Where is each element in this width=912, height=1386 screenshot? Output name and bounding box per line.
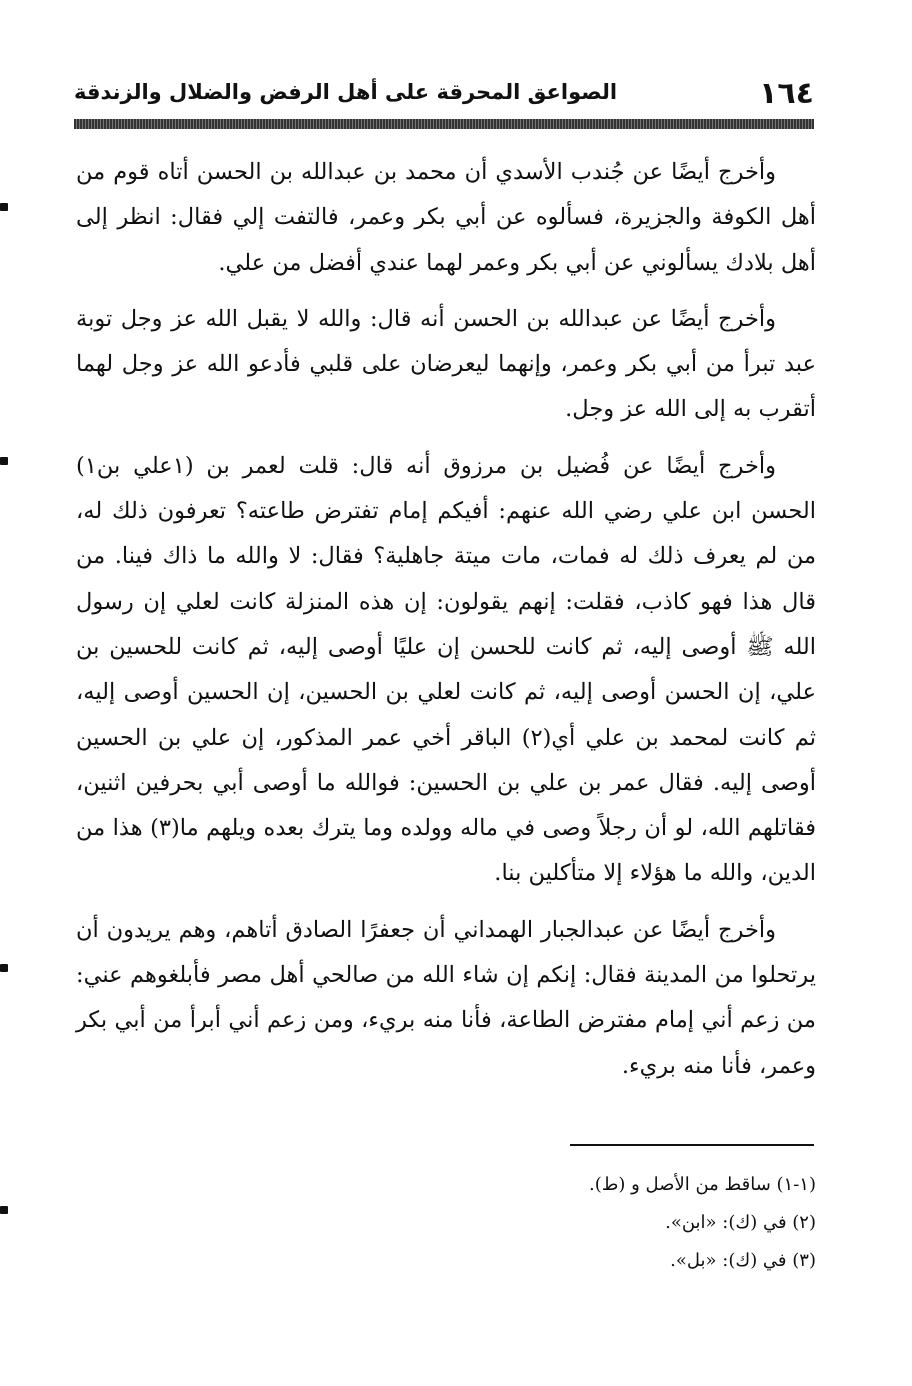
main-text: [76, 150, 816, 1100]
scan-margin-mark: [0, 964, 8, 972]
paragraph-2: وأخرج أيضًا عن عبدالله بن الحسن أنه قال: والله لا يقبل الله عز وجل توبة عبد تبرأ من أبي بكر وعمر، وإنهما ليعرضان على قلبي فأدعو الله عز وجل لهما أتقرب به إلى الله عز وجل.: [76, 305, 816, 423]
header-rule: [74, 119, 814, 129]
footnote-1: (١-١) ساقط من الأصل و (ط).: [589, 1174, 816, 1195]
paragraph-1: وأخرج أيضًا عن جُندب الأسدي أن محمد بن عبدالله بن الحسن أتاه قوم من أهل الكوفة والجزيرة، فسألوه عن أبي بكر وعمر، فالتفت إلي فقال: انظر إلى أهل بلادك يسألوني عن أبي بكر وعمر لهما عندي أفضل من علي.: [76, 159, 816, 276]
scan-margin-mark: [0, 457, 8, 465]
scan-margin-mark: [0, 1206, 8, 1214]
paragraph-3: وأخرج أيضًا عن فُضيل بن مرزوق أنه قال: قلت لعمر بن (١علي بن١) الحسن ابن علي رضي الله عنهم: أفيكم إمام تفترض طاعته؟ تعرفون ذلك له، من لم يعرف ذلك له فمات، مات ميتة جاهلية؟ فقال: لا والله ما ذاك فينا. من قال هذا فهو كاذب، فقلت: إنهم يقولون: إن هذه المنزلة كانت لعلي إن رسول الله ﷺ أوصى إليه، ثم كانت للحسن إن عليًا أوصى إليه، ثم كانت للحسين بن علي، إن الحسن أوصى إليه، ثم كانت لعلي بن الحسين، إن الحسين أوصى إليه، ثم كانت لمحمد بن علي أي(٢) الباقر أخي عمر المذكور، إن علي بن الحسين أوصى إليه. فقال عمر بن علي بن الحسين: فوالله ما أوصى أبي بحرفين اثنين، فقاتلهم الله، لو أن رجلاً وصى في ماله وولده وما يترك بعده ويلهم ما(٣) هذا من الدين، والله ما هؤلاء إلا متأكلين بنا.: [76, 452, 816, 887]
running-title: الصواعق المحرقة على أهل الرفض والضلال والزندقة: [74, 80, 618, 104]
footnote-separator: [570, 1144, 814, 1146]
footnotes: [96, 1166, 816, 1280]
footnote-2: (٢) في (ك): «ابن».: [665, 1212, 816, 1233]
scan-margin-mark: [0, 203, 8, 211]
paragraph-4: وأخرج أيضًا عن عبدالجبار الهمداني أن جعفرًا الصادق أتاهم، وهم يريدون أن يرتحلوا من المدينة فقال: إنكم إن شاء الله من صالحي أهل مصر فأبلغوهم عني: من زعم أني إمام مفترض الطاعة، فأنا منه بريء، ومن زعم أني أبرأ من أبي بكر وعمر، فأنا منه بريء.: [76, 916, 816, 1079]
page-header: [74, 74, 814, 114]
page-number: ١٦٤: [759, 76, 814, 111]
footnote-3: (٣) في (ك): «بل».: [670, 1250, 816, 1271]
